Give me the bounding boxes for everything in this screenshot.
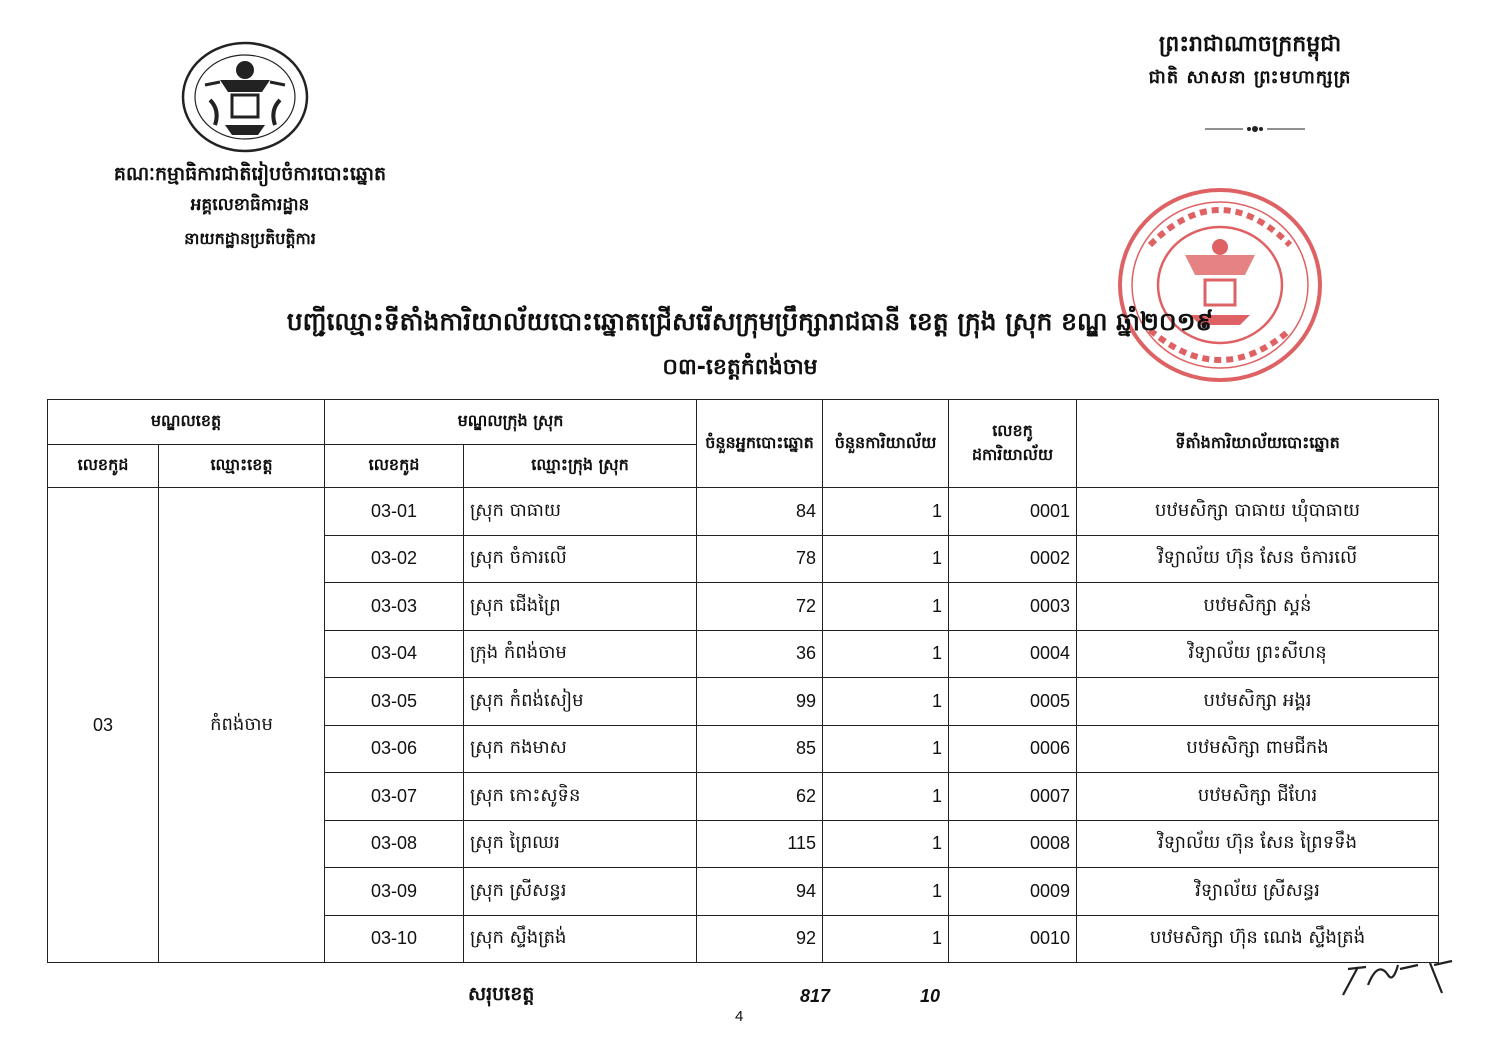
office-code-cell: 0008 [949, 820, 1077, 868]
offices-cell: 1 [823, 583, 949, 631]
voters-cell: 115 [697, 820, 823, 868]
header-district-name: ឈ្មោះក្រុង ស្រុក [464, 445, 697, 488]
district-name-cell: ស្រុក ស្រីសន្ធរ [464, 868, 697, 916]
location-cell: បឋមសិក្សា ពាមជីកង [1077, 725, 1439, 773]
page-number: 4 [735, 1008, 744, 1025]
province-name-cell: កំពង់ចាម [159, 488, 325, 963]
location-cell: បឋមសិក្សា ជីហែរ [1077, 773, 1439, 821]
offices-cell: 1 [823, 725, 949, 773]
org-division: នាយកដ្ឋានប្រតិបត្តិការ [184, 229, 316, 248]
total-offices-value: 10 [919, 986, 940, 1006]
office-code-cell: 0007 [949, 773, 1077, 821]
header-district-code: លេខកូដ [325, 445, 464, 488]
district-code-cell: 03-05 [325, 678, 464, 726]
district-name-cell: ស្រុក ព្រៃឈរ [464, 820, 697, 868]
document-subtitle: ០៣-ខេត្តកំពង់ចាម [662, 355, 818, 380]
voters-cell: 36 [697, 630, 823, 678]
district-name-cell: ស្រុក កំពង់សៀម [464, 678, 697, 726]
district-name-cell: ស្រុក ជើងព្រៃ [464, 583, 697, 631]
header-province-code: លេខកូដ [48, 445, 159, 488]
office-code-cell: 0005 [949, 678, 1077, 726]
offices-cell: 1 [823, 868, 949, 916]
district-code-cell: 03-09 [325, 868, 464, 916]
header-province-group: មណ្ឌលខេត្ត [48, 400, 325, 445]
location-cell: បឋមសិក្សា បាធាយ ឃុំបាធាយ [1077, 488, 1439, 536]
office-code-cell: 0002 [949, 535, 1077, 583]
location-cell: វិទ្យាល័យ ព្រះសីហនុ [1077, 630, 1439, 678]
voters-cell: 99 [697, 678, 823, 726]
office-code-cell: 0006 [949, 725, 1077, 773]
district-name-cell: ក្រុង កំពង់ចាម [464, 630, 697, 678]
voters-cell: 72 [697, 583, 823, 631]
location-cell: វិទ្យាល័យ ហ៊ុន សែន ព្រៃទទឹង [1077, 820, 1439, 868]
header-location: ទីតាំងការិយាល័យបោះឆ្នោត [1077, 400, 1439, 488]
location-cell: បឋមសិក្សា ស្គន់ [1077, 583, 1439, 631]
district-code-cell: 03-10 [325, 915, 464, 963]
location-cell: បឋមសិក្សា អង្គរ [1077, 678, 1439, 726]
district-code-cell: 03-01 [325, 488, 464, 536]
province-code-cell: 03 [48, 488, 159, 963]
district-code-cell: 03-04 [325, 630, 464, 678]
voters-cell: 85 [697, 725, 823, 773]
offices-cell: 1 [823, 630, 949, 678]
voters-cell: 94 [697, 868, 823, 916]
office-code-cell: 0001 [949, 488, 1077, 536]
district-name-cell: ស្រុក បាធាយ [464, 488, 697, 536]
header-province-name: ឈ្មោះខេត្ត [159, 445, 325, 488]
table-row [48, 488, 1439, 536]
offices-cell: 1 [823, 488, 949, 536]
district-code-cell: 03-03 [325, 583, 464, 631]
document-title: បញ្ជីឈ្មោះទីតាំងការិយាល័យបោះឆ្នោតជ្រើសរើសក្រុមប្រឹក្សារាជធានី ខេត្ត ក្រុង ស្រុក ខណ្ឌ ឆ្នាំ២០១៩ [286, 307, 1214, 336]
total-voters-value: 817 [799, 986, 830, 1006]
office-code-cell: 0003 [949, 583, 1077, 631]
offices-cell: 1 [823, 820, 949, 868]
district-code-cell: 03-07 [325, 773, 464, 821]
initials-signature [1338, 955, 1458, 1005]
polling-stations-table [47, 399, 1439, 963]
district-name-cell: ស្រុក កងមាស [464, 725, 697, 773]
office-code-cell: 0004 [949, 630, 1077, 678]
kingdom-motto: ជាតិ សាសនា ព្រះមហាក្សត្រ [1148, 67, 1352, 88]
district-code-cell: 03-02 [325, 535, 464, 583]
location-cell: បឋមសិក្សា ហ៊ុន ណេង ស្ទឹងត្រង់ [1077, 915, 1439, 963]
header-voters: ចំនួនអ្នកបោះឆ្នោត [697, 400, 823, 488]
location-cell: វិទ្យាល័យ ហ៊ុន សែន ចំការលើ [1077, 535, 1439, 583]
voters-cell: 78 [697, 535, 823, 583]
voters-cell: 92 [697, 915, 823, 963]
voters-cell: 84 [697, 488, 823, 536]
province-total-label: សរុបខេត្ត [468, 983, 535, 1005]
offices-cell: 1 [823, 535, 949, 583]
office-code-cell: 0009 [949, 868, 1077, 916]
offices-cell: 1 [823, 773, 949, 821]
nec-logo [180, 40, 310, 155]
header-offices: ចំនួនការិយាល័យ [823, 400, 949, 488]
kingdom-title: ព្រះរាជាណាចក្រកម្ពុជា [1158, 32, 1342, 57]
voters-cell: 62 [697, 773, 823, 821]
district-code-cell: 03-08 [325, 820, 464, 868]
org-department: អគ្គលេខាធិការដ្ឋាន [190, 195, 310, 215]
offices-cell: 1 [823, 915, 949, 963]
ornament-divider-icon [1205, 124, 1305, 134]
header-office-code: លេខកូដការិយាល័យ [949, 400, 1077, 488]
district-name-cell: ស្រុក កោះសូទិន [464, 773, 697, 821]
org-name: គណៈកម្មាធិការជាតិរៀបចំការបោះឆ្នោត [113, 163, 387, 185]
official-seal-stamp [1115, 185, 1325, 385]
district-code-cell: 03-06 [325, 725, 464, 773]
location-cell: វិទ្យាល័យ ស្រីសន្ធរ [1077, 868, 1439, 916]
district-name-cell: ស្រុក ចំការលើ [464, 535, 697, 583]
office-code-cell: 0010 [949, 915, 1077, 963]
offices-cell: 1 [823, 678, 949, 726]
header-district-group: មណ្ឌលក្រុង ស្រុក [325, 400, 697, 445]
district-name-cell: ស្រុក ស្ទឹងត្រង់ [464, 915, 697, 963]
